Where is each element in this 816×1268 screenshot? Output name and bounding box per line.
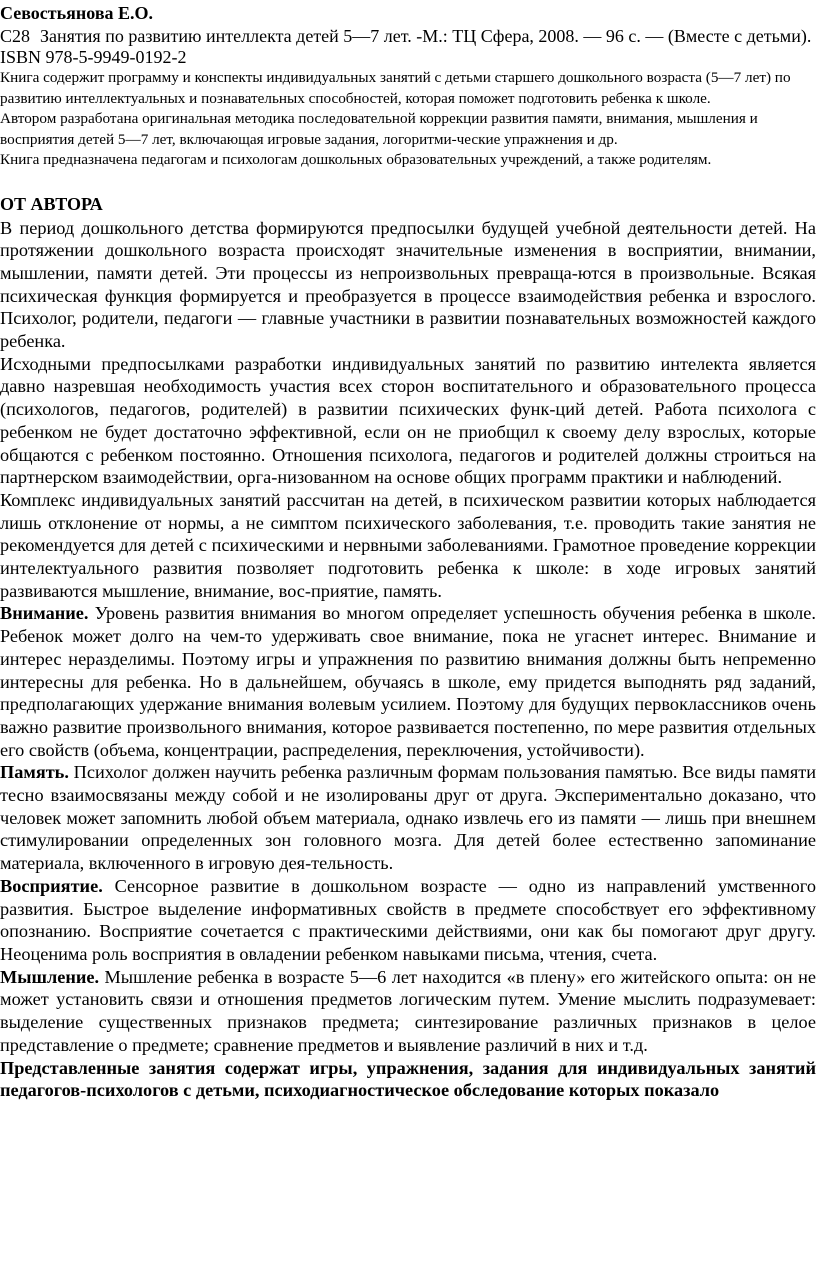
term-text: Психолог должен научить ребенка различным формам пользования памятью. Все виды памяти тесно взаимосвязаны между собой и не изолированы друг от друга. Экспериментально доказано, что человек может запомнить любой объем материала, однако извлечь его из памяти — лишь при внешнем стимулировании определенных зон головного мозга. Для детей более естественно запоминание материала, включенного в игровую дея-тельность. bbox=[0, 762, 816, 874]
annotation-paragraph: Книга содержит программу и конспекты индивидуальных занятий с детьми старшего дошкольного возраста (5—7 лет) по развитию интеллектуальных и познавательных способностей, которая поможет подготовить ребенка к школе. bbox=[0, 69, 791, 107]
book-author: Севостьянова Е.О. bbox=[0, 3, 154, 23]
term-label: Память. bbox=[0, 762, 69, 783]
section-heading: ОТ АВТОРА bbox=[0, 193, 103, 214]
closing-paragraph: Представленные занятия содержат игры, упражнения, задания для индивидуальных занятий педагогов-психологов с детьми, психодиагностическое обследование которых показало bbox=[0, 1057, 816, 1101]
term-text: Сенсорное развитие в дошкольном возрасте — одно из направлений умственного развития. Быстрое выделение информативных свойств в предмете способствует его эффективному опознанию. Восприятие сочетается с практическими действиями, они как бы помогают друг другу. Неоценима роль восприятия в овладении ребенком навыками письма, чтения, счета. bbox=[0, 875, 816, 964]
term-text: Уровень развития внимания во многом определяет успешность обучения ребенка в школе. Ребенок может долго на чем-то удерживать свое внимание, пока не угаснет интерес. Внимание и интерес неразделимы. Поэтому игры и упражнения по развитию внимания должны быть непременно интересны для ребенка. Но в дальнейшем, обучаясь в школе, ему придется выподнять ряд заданий, предполагающих удержание внимания волевым усилием. Поэтому для будущих первоклассников очень важно развитие произвольного внимания, которое развивается постепенно, по мере развития отдельных его свойств (объема, концентрации, распределения, переключения, устойчивости). bbox=[0, 603, 816, 760]
term-label: Восприятие. bbox=[0, 875, 103, 896]
term-label: Мышление. bbox=[0, 966, 100, 987]
body-paragraph: Исходными предпосылками разработки индивидуальных занятий по развитию интелекта является давно назревшая необходимость участия всех сторон воспитательного и образовательного процесса (психологов, педагогов, родителей) в развитии психических функ-ций детей. Работа психолога с ребенком не будет достаточно эффективной, если он не приобщил к своему делу взрослых, которые общаются с ребенком постоянно. Отношения психолога, педагогов и родителей должны строиться на партнерском взаимодействии, орга-низованном на основе общих программ практики и наблюдений. bbox=[0, 353, 816, 488]
bibliographic-record bbox=[0, 26, 816, 68]
term-paragraph-perception bbox=[0, 875, 816, 966]
term-label: Внимание. bbox=[0, 603, 89, 624]
annotation-paragraph: Книга предназначена педагогам и психологам дошкольных образовательных учреждений, а также родителям. bbox=[0, 151, 712, 168]
term-paragraph-thinking bbox=[0, 966, 816, 1057]
term-paragraph-memory bbox=[0, 761, 816, 875]
book-annotation bbox=[0, 68, 816, 171]
term-text: Мышление ребенка в возрасте 5—6 лет находится «в плену» его житейского опыта: он не может установить связи и отношения предметов логическим путем. Умение мыслить подразумевает: выделение существенных признаков предмета; синтезирование различных признаков в целое представление о предмете; сравнение предметов и выявление различий в них и т.д. bbox=[0, 966, 816, 1055]
library-code: С28 bbox=[0, 26, 31, 46]
body-paragraph: Комплекс индивидуальных занятий рассчитан на детей, в психическом развитии которых наблюдается лишь отклонение от нормы, а не симптом психического заболевания, т.е. проводить такие занятия не рекомендуется для детей с психическими и нервными заболеваниями. Грамотное проведение коррекции интелектуального развития позволяет подготовить ребенка к школе: в ходе игровых занятий развиваются мышление, внимание, вос-приятие, память. bbox=[0, 489, 816, 601]
section-body bbox=[0, 217, 816, 1102]
term-paragraph-attention bbox=[0, 602, 816, 761]
body-paragraph: В период дошкольного детства формируются предпосылки будущей учебной деятельности детей. На протяжении дошкольного возраста происходят значительные изменения в восприятии, внимании, мышлении, памяти детей. Эти процессы из непроизвольных превраща-ются в произвольные. Всякая психическая функция формируется и преобразуется в процессе взаимодействия ребенка и взрослого. Психолог, родители, педагоги — главные участники в развитии познавательных возможностей каждого ребенка. bbox=[0, 217, 816, 352]
bibliography-text: Занятия по развитию интеллекта детей 5—7 лет. -М.: ТЦ Сфера, 2008. — 96 с. — (Вместе с детьми). ISBN 978-5-9949-0192-2 bbox=[0, 26, 812, 67]
annotation-paragraph: Автором разработана оригинальная методика последовательной коррекции развития памяти, внимания, мышления и восприятия детей 5—7 лет, включающая игровые задания, логоритми-ческие упражнения и др. bbox=[0, 110, 758, 148]
